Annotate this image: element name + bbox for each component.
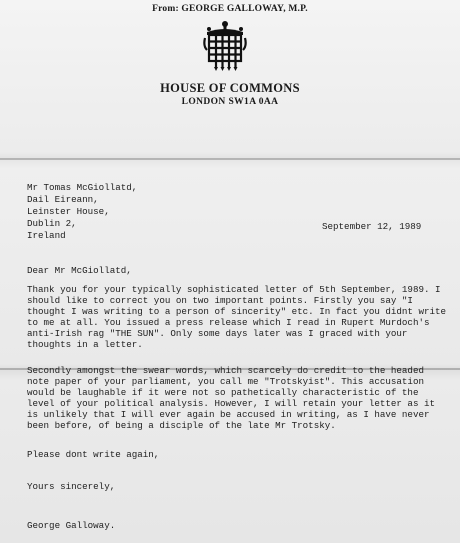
closing-request: Please dont write again, (27, 449, 160, 460)
recipient-address (27, 182, 137, 242)
address-line: Dail Eireann, (27, 194, 99, 205)
address-line: Ireland (27, 230, 66, 241)
letter-date: September 12, 1989 (322, 221, 422, 232)
org-name: HOUSE OF COMMONS (160, 81, 300, 95)
portcullis-icon (203, 20, 247, 72)
address-line: Leinster House, (27, 206, 110, 217)
fold-crease (0, 158, 460, 160)
body-paragraph-1: Thank you for your typically sophisticated letter of 5th September, 1989. I should like to correct you on two important points. Firstly you say "I thought I was writing to a person of sincerity" etc. In fact you didnt write to me at all. You issued a press release which I read in Rupert Murdoch's anti-Irish rag "THE SUN". Only some days later was I graced with your thoughts in a letter. (27, 284, 447, 350)
salutation: Dear Mr McGiollatd, (27, 265, 132, 276)
org-address: LONDON SW1A 0AA (181, 97, 279, 107)
body-paragraph-2: Secondly amongst the swear words, which scarcely do credit to the headed note paper of your parliament, you call me "Trotskyist". This accusation would be laughable if it were not so pathetically characteristic of the level of your political analysis. However, I will retain your letter as it is unlikely that I will ever again be accused in writing, as I have never been before, of being a disciple of the late Mr Trotsky. (27, 365, 435, 431)
from-line: From: GEORGE GALLOWAY, M.P. (152, 4, 308, 14)
signature: George Galloway. (27, 520, 116, 531)
complimentary-close: Yours sincerely, (27, 481, 116, 492)
address-line: Dublin 2, (27, 218, 77, 229)
address-line: Mr Tomas McGiollatd, (27, 182, 138, 193)
